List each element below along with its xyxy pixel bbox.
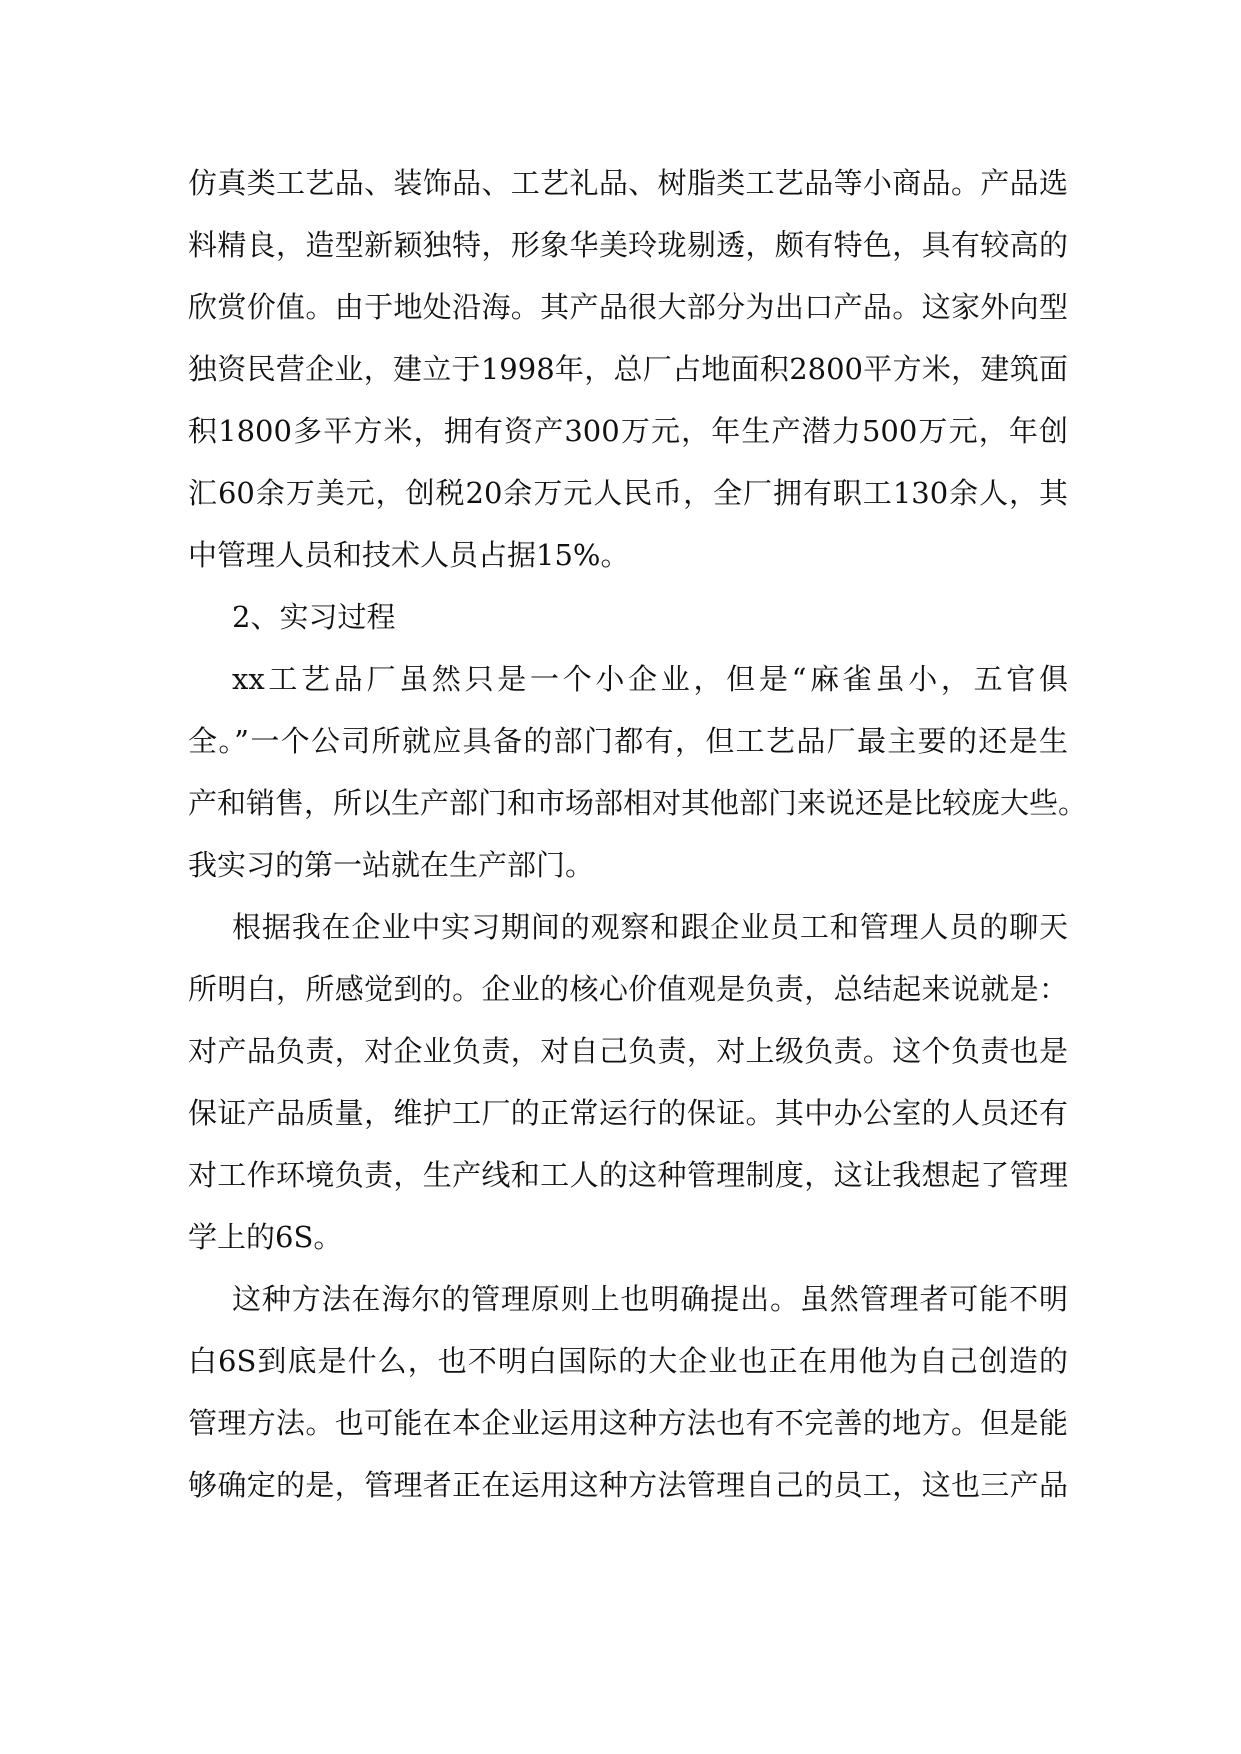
text-line: 料精良，造型新颖独特，形象华美玲珑剔透，颇有特色，具有较高的 <box>188 228 1068 262</box>
paragraph-company-profile <box>188 152 1068 586</box>
text-line: 汇60余万美元，创税20余万元人民币，全厂拥有职工130余人，其 <box>188 476 1068 510</box>
text-line: 欣赏价值。由于地处沿海。其产品很大部分为出口产品。这家外向型 <box>188 290 1068 324</box>
text-line: 白6S到底是什么，也不明白国际的大企业也正在用他为自己创造的 <box>188 1344 1068 1378</box>
text-line: 我实习的第一站就在生产部门。 <box>188 848 595 882</box>
section-heading-internship-process <box>188 586 1068 648</box>
text-line: 保证产品质量，维护工厂的正常运行的保证。其中办公室的人员还有 <box>188 1096 1068 1130</box>
text-line: 对产品负责，对企业负责，对自己负责，对上级负责。这个负责也是 <box>188 1034 1068 1068</box>
text-line: 仿真类工艺品、装饰品、工艺礼品、树脂类工艺品等小商品。产品选 <box>188 166 1068 200</box>
heading-text: 2、实习过程 <box>232 600 396 634</box>
text-line: 这种方法在海尔的管理原则上也明确提出。虽然管理者可能不明 <box>232 1282 1068 1316</box>
text-line: 管理方法。也可能在本企业运用这种方法也有不完善的地方。但是能 <box>188 1406 1068 1440</box>
paragraph-6s-method <box>188 1268 1068 1516</box>
text-line: 根据我在企业中实习期间的观察和跟企业员工和管理人员的聊天 <box>232 910 1068 944</box>
text-line: 全。”一个公司所就应具备的部门都有，但工艺品厂最主要的还是生 <box>188 724 1068 758</box>
paragraph-production-department <box>188 648 1088 896</box>
text-line: 产和销售，所以生产部门和市场部相对其他部门来说还是比较庞大些。 <box>188 786 1088 820</box>
document-body <box>188 152 1088 1516</box>
paragraph-core-values <box>188 896 1068 1268</box>
text-line: 学上的6S。 <box>188 1220 343 1254</box>
text-line: 积1800多平方米，拥有资产300万元，年生产潜力500万元，年创 <box>188 414 1068 448</box>
text-line: 独资民营企业，建立于1998年，总厂占地面积2800平方米，建筑面 <box>188 352 1068 386</box>
text-line: xx工艺品厂虽然只是一个小企业，但是“麻雀虽小，五官俱 <box>232 662 1068 696</box>
text-line: 对工作环境负责，生产线和工人的这种管理制度，这让我想起了管理 <box>188 1158 1068 1192</box>
text-line: 中管理人员和技术人员占据15%。 <box>188 538 630 572</box>
text-line: 所明白，所感觉到的。企业的核心价值观是负责，总结起来说就是： <box>188 972 1068 1006</box>
text-line: 够确定的是，管理者正在运用这种方法管理自己的员工，这也三产品 <box>188 1468 1068 1502</box>
